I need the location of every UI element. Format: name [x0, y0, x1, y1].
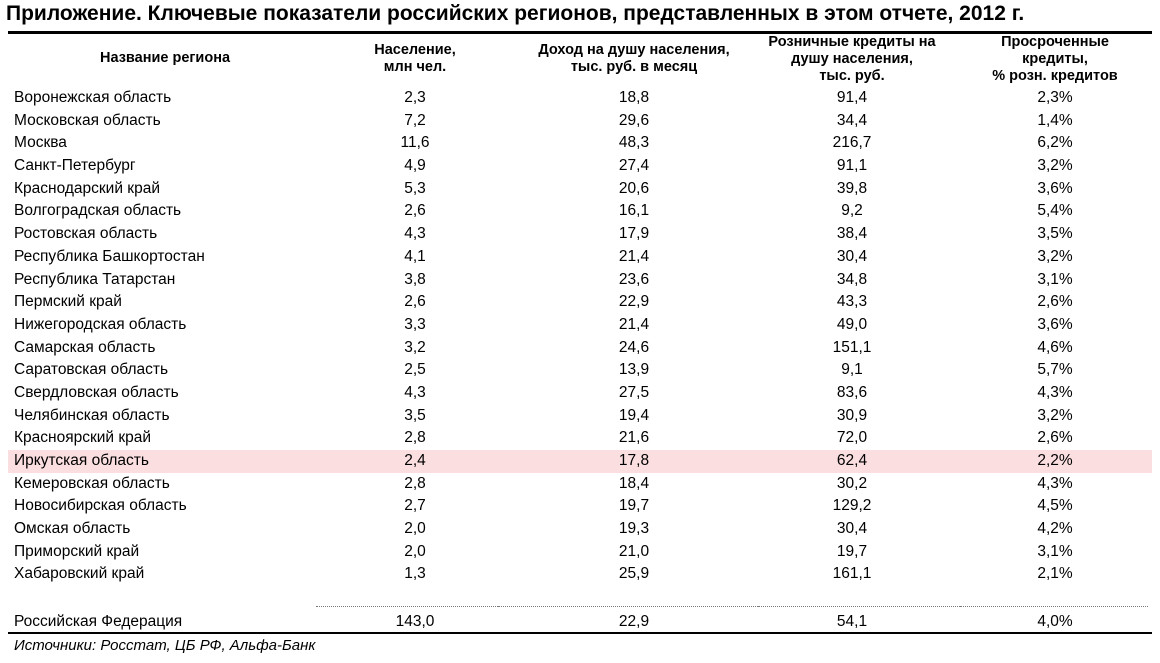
retail-loans-cell: 72,0 [836, 429, 868, 447]
population-cell: 4,1 [404, 247, 426, 265]
table-row [8, 178, 1152, 201]
region-name-cell: Краснодарский край [14, 179, 160, 197]
page-title: Приложение. Ключевые показатели российских регионов, представленных в этом отчете, 2012 г. [6, 2, 1025, 25]
total-separator-income [498, 606, 758, 607]
retail-loans-cell: 19,7 [836, 542, 868, 560]
population-cell: 3,3 [404, 315, 426, 333]
overdue-cell: 3,2% [1037, 157, 1073, 175]
income-cell: 18,8 [618, 89, 650, 106]
retail-loans-cell: 38,4 [836, 225, 868, 243]
total-separator-loans [758, 606, 960, 607]
overdue-cell: 3,6% [1037, 315, 1073, 333]
income-cell: 25,9 [618, 565, 650, 583]
population-cell: 4,3 [404, 383, 426, 401]
retail-loans-cell: 49,0 [836, 315, 868, 333]
retail-loans-cell: 151,1 [832, 338, 872, 356]
retail-loans-cell: 91,1 [836, 157, 868, 175]
table-row [8, 246, 1152, 269]
overdue-cell: 2,2% [1037, 452, 1073, 469]
income-cell: 13,9 [618, 361, 650, 379]
income-cell: 27,4 [618, 157, 650, 175]
header-income [510, 42, 758, 76]
overdue-cell: 3,5% [1037, 225, 1073, 243]
header-population [330, 42, 500, 76]
population-cell: 11,6 [400, 134, 430, 152]
table-row [8, 518, 1152, 541]
retail-loans-cell: 129,2 [832, 497, 872, 515]
table-row [8, 132, 1152, 155]
header-population-line1: Население, [374, 42, 456, 58]
overdue-cell: 5,4% [1037, 202, 1073, 220]
income-cell: 22,9 [618, 293, 650, 311]
table-row [8, 382, 1152, 405]
region-name-cell: Саратовская область [14, 361, 169, 379]
region-name-cell: Кемеровская область [14, 474, 170, 492]
income-cell: 21,0 [618, 542, 650, 560]
overdue-cell: 3,2% [1037, 247, 1073, 265]
income-cell: 21,4 [618, 315, 650, 333]
region-name-cell: Москва [14, 134, 67, 152]
income-cell: 29,6 [618, 111, 650, 129]
header-overdue-line2: кредиты, [1022, 51, 1088, 67]
table-row [8, 269, 1152, 292]
population-cell: 2,8 [404, 429, 426, 447]
population-cell: 3,8 [404, 270, 426, 288]
table-row [8, 541, 1152, 564]
population-cell: 2,0 [404, 520, 426, 538]
region-name-cell: Новосибирская область [14, 497, 187, 515]
regions-table-body [8, 87, 1152, 586]
header-overdue-line1: Просроченные [1001, 34, 1109, 50]
header-loans-line3: тыс. руб. [819, 68, 885, 84]
overdue-cell: 1,4% [1037, 111, 1073, 129]
overdue-cell: 5,7% [1037, 361, 1073, 379]
table-row [8, 450, 1152, 473]
income-cell: 19,7 [618, 497, 650, 515]
region-name-cell: Челябинская область [14, 406, 170, 424]
population-cell: 5,3 [404, 179, 426, 197]
retail-loans-cell: 30,4 [836, 247, 868, 265]
income-cell: 27,5 [618, 383, 650, 401]
region-name-cell: Республика Татарстан [14, 270, 176, 288]
population-cell: 2,8 [404, 474, 426, 492]
table-row [8, 359, 1152, 382]
region-name-cell: Ростовская область [14, 225, 158, 243]
retail-loans-cell: 34,4 [836, 111, 868, 129]
overdue-cell: 2,1% [1037, 565, 1073, 583]
header-overdue-line3: % розн. кредитов [992, 68, 1118, 84]
table-row [8, 405, 1152, 428]
table-row [8, 155, 1152, 178]
total-population: 143,0 [395, 613, 435, 630]
overdue-cell: 2,3% [1037, 89, 1073, 106]
header-region-name: Название региона [99, 50, 231, 66]
region-name-cell: Московская область [14, 111, 161, 129]
table-row [8, 291, 1152, 314]
region-name-cell: Санкт-Петербург [14, 157, 136, 175]
header-retail-loans [752, 34, 952, 85]
overdue-cell: 4,3% [1037, 383, 1073, 401]
region-name-cell: Красноярский край [14, 429, 152, 447]
region-name-cell: Приморский край [14, 542, 140, 560]
region-name-cell: Республика Башкортостан [14, 247, 205, 265]
income-cell: 21,4 [618, 247, 650, 265]
retail-loans-cell: 91,4 [836, 89, 868, 106]
region-name-cell: Омская область [14, 520, 131, 538]
total-overdue: 4,0% [1037, 613, 1073, 630]
overdue-cell: 4,5% [1037, 497, 1073, 515]
region-name-cell: Волгоградская область [14, 202, 182, 220]
population-cell: 2,0 [404, 542, 426, 560]
population-cell: 1,3 [404, 565, 426, 583]
source-note: Источники: Росстат, ЦБ РФ, Альфа-Банк [14, 637, 316, 654]
region-name-cell: Нижегородская область [14, 315, 187, 333]
income-cell: 19,3 [618, 520, 650, 538]
overdue-cell: 3,6% [1037, 179, 1073, 197]
table-row [8, 200, 1152, 223]
retail-loans-cell: 39,8 [836, 179, 868, 197]
population-cell: 2,6 [404, 293, 426, 311]
population-cell: 3,2 [404, 338, 426, 356]
population-cell: 4,3 [404, 225, 426, 243]
income-cell: 16,1 [618, 202, 650, 220]
overdue-cell: 4,2% [1037, 520, 1073, 538]
overdue-cell: 3,1% [1037, 270, 1073, 288]
income-cell: 20,6 [618, 179, 650, 197]
total-row [8, 611, 1152, 633]
table-row [8, 110, 1152, 133]
table-row [8, 563, 1152, 586]
retail-loans-cell: 43,3 [836, 293, 868, 311]
retail-loans-cell: 30,4 [836, 520, 868, 538]
total-name: Российская Федерация [14, 613, 183, 630]
income-cell: 23,6 [618, 270, 650, 288]
retail-loans-cell: 30,2 [836, 474, 868, 492]
total-income: 22,9 [618, 613, 650, 630]
overdue-cell: 6,2% [1037, 134, 1073, 152]
overdue-cell: 4,6% [1037, 338, 1073, 356]
bottom-rule [8, 632, 1152, 634]
population-cell: 2,4 [404, 452, 426, 469]
region-name-cell: Воронежская область [14, 89, 172, 106]
income-cell: 48,3 [618, 134, 650, 152]
population-cell: 3,5 [404, 406, 426, 424]
income-cell: 24,6 [618, 338, 650, 356]
retail-loans-cell: 9,1 [841, 361, 863, 379]
header-loans-line2: душу населения, [791, 51, 913, 67]
total-loans: 54,1 [836, 613, 868, 630]
retail-loans-cell: 216,7 [832, 134, 872, 152]
table-row [8, 223, 1152, 246]
table-row [8, 495, 1152, 518]
overdue-cell: 3,1% [1037, 542, 1073, 560]
population-cell: 4,9 [404, 157, 426, 175]
region-name-cell: Пермский край [14, 293, 122, 311]
income-cell: 17,9 [618, 225, 650, 243]
income-cell: 17,8 [618, 452, 650, 469]
total-separator-population [316, 606, 498, 607]
retail-loans-cell: 161,1 [832, 565, 872, 583]
region-name-cell: Хабаровский край [14, 565, 145, 583]
header-income-line2: тыс. руб. в месяц [570, 59, 698, 75]
header-loans-line1: Розничные кредиты на [768, 34, 936, 50]
header-population-line2: млн чел. [383, 59, 447, 75]
population-cell: 2,6 [404, 202, 426, 220]
retail-loans-cell: 30,9 [836, 406, 868, 424]
income-cell: 21,6 [618, 429, 650, 447]
table-row [8, 473, 1152, 496]
table-row [8, 314, 1152, 337]
header-overdue [964, 34, 1146, 85]
total-separator-overdue [960, 606, 1148, 607]
overdue-cell: 2,6% [1037, 429, 1073, 447]
retail-loans-cell: 83,6 [836, 383, 868, 401]
region-name-cell: Иркутская область [14, 452, 149, 469]
population-cell: 2,7 [404, 497, 426, 515]
overdue-cell: 4,3% [1037, 474, 1073, 492]
income-cell: 18,4 [618, 474, 650, 492]
retail-loans-cell: 9,2 [841, 202, 863, 220]
table-row [8, 427, 1152, 450]
retail-loans-cell: 34,8 [836, 270, 868, 288]
table-row [8, 337, 1152, 360]
retail-loans-cell: 62,4 [836, 452, 868, 469]
table-row [8, 87, 1152, 110]
population-cell: 2,5 [404, 361, 426, 379]
region-name-cell: Самарская область [14, 338, 156, 356]
header-income-line1: Доход на душу населения, [538, 42, 730, 58]
overdue-cell: 2,6% [1037, 293, 1073, 311]
income-cell: 19,4 [618, 406, 650, 424]
population-cell: 7,2 [404, 111, 426, 129]
region-name-cell: Свердловская область [14, 383, 179, 401]
overdue-cell: 3,2% [1037, 406, 1073, 424]
population-cell: 2,3 [404, 89, 426, 106]
